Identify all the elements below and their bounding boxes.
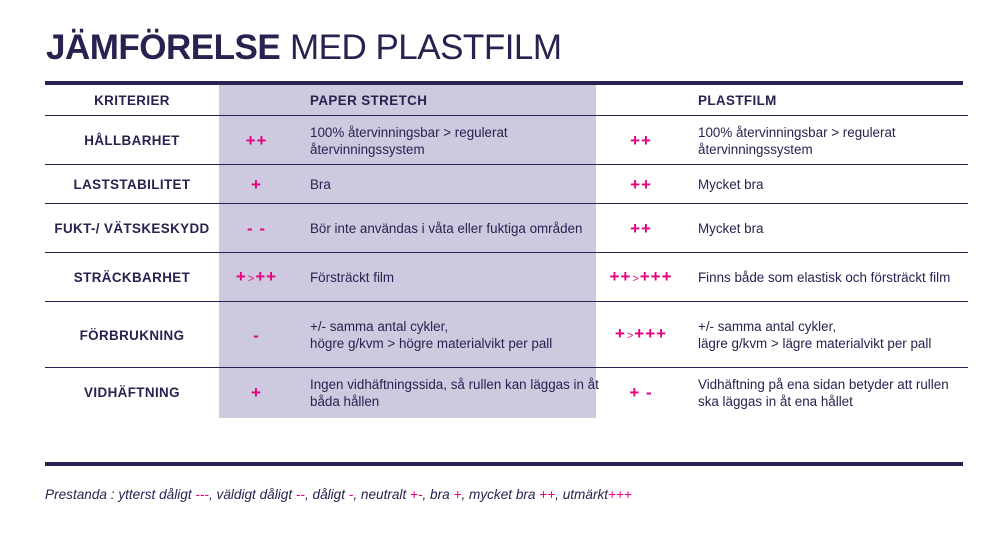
- rating-part: + -: [629, 383, 653, 402]
- legend-label: dåligt: [312, 487, 349, 502]
- criteria-label: HÅLLBARHET: [84, 133, 180, 148]
- rating-part: ++: [630, 219, 652, 238]
- plastfilm-description: [698, 302, 968, 368]
- criteria-label: STRÄCKBARHET: [73, 270, 191, 285]
- rating-separator: >: [632, 272, 639, 285]
- rating-symbols: [247, 220, 266, 237]
- rating-part: - -: [246, 219, 267, 238]
- plastfilm-description-text: Finns både som elastisk och försträckt film: [698, 270, 951, 285]
- rating-separator: >: [247, 272, 255, 285]
- plastfilm-description: [698, 116, 968, 165]
- rating-separator: >: [626, 330, 634, 342]
- rating-part: +++: [634, 324, 668, 343]
- paper-stretch-description-text: Försträckt film: [310, 270, 395, 285]
- paper-stretch-description: [310, 368, 620, 417]
- rating-symbols: [630, 132, 652, 149]
- plastfilm-rating: [596, 165, 686, 204]
- paper-stretch-description-text: +/- samma antal cykler, högre g/kvm > högre materialvikt per pall: [310, 319, 553, 351]
- header-paper-stretch: PAPER STRETCH: [310, 93, 428, 108]
- table-row: [45, 116, 968, 165]
- table-row: [45, 165, 968, 204]
- plastfilm-description-text: Mycket bra: [698, 221, 764, 236]
- legend-label: ytterst dåligt: [118, 487, 196, 502]
- rating-symbols: [251, 384, 262, 401]
- plastfilm-rating: [596, 204, 686, 253]
- rating-symbols: [253, 327, 260, 344]
- paper-stretch-description: [310, 204, 620, 253]
- legend-symbol: +: [453, 487, 462, 502]
- paper-stretch-description: [310, 302, 620, 368]
- rating-part: +: [614, 324, 626, 343]
- rating-symbols: [246, 132, 268, 149]
- legend-label: neutralt: [360, 487, 411, 502]
- rating-part: +: [235, 266, 247, 286]
- legend-symbol: +-: [410, 487, 423, 502]
- paper-stretch-rating: [219, 165, 294, 204]
- plastfilm-description: [698, 253, 968, 302]
- legend-separator: ,: [353, 487, 361, 502]
- paper-stretch-description: [310, 165, 620, 204]
- legend-label: bra: [430, 487, 454, 502]
- paper-stretch-rating: [219, 368, 294, 417]
- paper-stretch-description: [310, 253, 620, 302]
- table-row: [45, 253, 968, 302]
- legend-symbol: -: [348, 487, 354, 502]
- plastfilm-description: [698, 165, 968, 204]
- header-criteria: KRITERIER: [94, 93, 170, 108]
- plastfilm-rating: [596, 253, 686, 302]
- plastfilm-rating: [596, 116, 686, 165]
- rating-part: -: [253, 325, 260, 345]
- page-title: [46, 26, 562, 70]
- legend-intro: Prestanda :: [45, 487, 119, 502]
- criteria-label: FÖRBRUKNING: [79, 327, 185, 343]
- criteria-label: FUKT-/ VÄTSKESKYDD: [54, 221, 210, 236]
- paper-stretch-description: [310, 116, 620, 165]
- legend-label: mycket bra: [469, 487, 540, 502]
- rating-part: +: [251, 383, 262, 402]
- rating-part: ++: [609, 266, 632, 286]
- paper-stretch-rating: [219, 253, 294, 302]
- rating-part: ++: [245, 131, 268, 150]
- paper-stretch-description-text: 100% återvinningsbar > regulerat återvinningssystem: [310, 124, 508, 157]
- paper-stretch-description-text: Ingen vidhäftningssida, så rullen kan läggas in åt båda hållen: [310, 376, 599, 409]
- legend-symbol: --: [295, 487, 305, 502]
- plastfilm-description-text: 100% återvinningsbar > regulerat återvinningssystem: [698, 124, 896, 157]
- criteria-label: LASTSTABILITET: [73, 177, 191, 192]
- rating-symbols: [615, 325, 667, 345]
- paper-stretch-rating: [219, 204, 294, 253]
- legend-symbol: ++: [539, 487, 556, 502]
- table-row: [45, 368, 968, 417]
- plastfilm-description-text: Vidhäftning på ena sidan betyder att rullen ska läggas in åt ena hållet: [698, 376, 949, 409]
- plastfilm-description: [698, 368, 968, 417]
- rating-symbols: [629, 384, 652, 401]
- paper-stretch-description-text: Bör inte användas i våta eller fuktiga områden: [310, 221, 583, 236]
- rating-symbols: [630, 176, 652, 193]
- legend-separator: ,: [208, 487, 217, 502]
- bottom-rule: [45, 462, 963, 466]
- paper-stretch-rating: [219, 302, 294, 368]
- legend-separator: ,: [461, 487, 469, 502]
- rating-part: ++: [630, 175, 652, 194]
- legend-symbol: ---: [195, 487, 209, 502]
- table-row: [45, 302, 968, 368]
- criteria-label: VIDHÄFTNING: [84, 385, 180, 400]
- rating-symbols: [609, 268, 672, 288]
- plastfilm-rating: [596, 368, 686, 417]
- table-row: [45, 204, 968, 253]
- performance-legend: [45, 487, 632, 502]
- header-plastfilm: PLASTFILM: [698, 93, 777, 108]
- legend-label: utmärkt: [562, 487, 609, 502]
- legend-separator: ,: [304, 487, 313, 502]
- legend-label: väldigt dåligt: [216, 487, 296, 502]
- plastfilm-description-text: +/- samma antal cykler, lägre g/kvm > lägre materialvikt per pall: [698, 319, 932, 351]
- title-light: MED PLASTFILM: [289, 28, 562, 67]
- rating-symbols: [251, 176, 262, 193]
- plastfilm-description-text: Mycket bra: [698, 177, 764, 192]
- plastfilm-description: [698, 204, 968, 253]
- rating-part: +: [251, 175, 262, 194]
- legend-symbol: +++: [608, 487, 632, 502]
- rating-part: +++: [639, 266, 673, 286]
- title-bold: JÄMFÖRELSE: [46, 28, 281, 67]
- rating-part: ++: [255, 266, 278, 286]
- legend-separator: ,: [555, 487, 563, 502]
- legend-separator: ,: [422, 487, 431, 502]
- table-header-row: [45, 85, 968, 116]
- paper-stretch-rating: [219, 116, 294, 165]
- plastfilm-rating: [596, 302, 686, 368]
- paper-stretch-description-text: Bra: [310, 177, 331, 192]
- comparison-table: [45, 85, 968, 417]
- rating-symbols: [236, 268, 277, 288]
- rating-symbols: [630, 220, 652, 237]
- rating-part: ++: [630, 131, 652, 150]
